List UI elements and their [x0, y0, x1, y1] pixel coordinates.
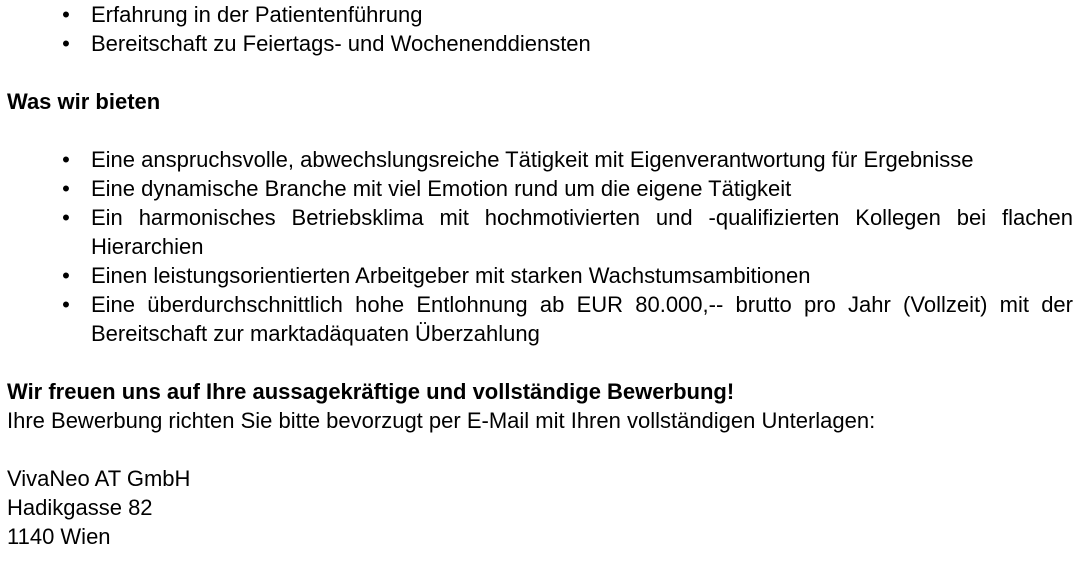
offer-heading: Was wir bieten [7, 89, 161, 114]
list-item [7, 174, 1073, 203]
list-item [7, 261, 1073, 290]
list-item-text: Eine anspruchsvolle, abwechslungsreiche Tätigkeit mit Eigenverantwortung für Ergebnisse [91, 147, 974, 172]
list-item-text: Bereitschaft zu Feiertags- und Wochenenddiensten [91, 31, 591, 56]
bullet-icon: • [62, 205, 70, 230]
list-item-text: Ein harmonisches Betriebsklima mit hochmotivierten und -qualifizierten Kollegen bei flachen Hierarchien [91, 205, 1073, 259]
company-address [7, 464, 1073, 551]
address-city: 1140 Wien [7, 524, 111, 549]
requirements-list [7, 0, 1073, 58]
bullet-icon: • [62, 263, 70, 288]
list-item [7, 0, 1073, 29]
bullet-icon: • [62, 31, 70, 56]
list-item [7, 290, 1073, 348]
list-item [7, 145, 1073, 174]
address-company: VivaNeo AT GmbH [7, 466, 191, 491]
list-item-text: Erfahrung in der Patientenführung [91, 2, 423, 27]
list-item [7, 203, 1073, 261]
offer-list [7, 145, 1073, 348]
bullet-icon: • [62, 2, 70, 27]
document-page [7, 0, 1073, 551]
list-item-text: Einen leistungsorientierten Arbeitgeber mit starken Wachstumsambitionen [91, 263, 811, 288]
bullet-icon: • [62, 147, 70, 172]
list-item-text: Eine überdurchschnittlich hohe Entlohnung ab EUR 80.000,-- brutto pro Jahr (Vollzeit) mit der Bereitschaft zur marktadäquaten Überzahlung [91, 292, 1073, 346]
list-item-text: Eine dynamische Branche mit viel Emotion rund um die eigene Tätigkeit [91, 176, 792, 201]
list-item [7, 29, 1073, 58]
bullet-icon: • [62, 292, 70, 317]
bullet-icon: • [62, 176, 70, 201]
closing-text: Ihre Bewerbung richten Sie bitte bevorzugt per E-Mail mit Ihren vollständigen Unterlagen: [7, 408, 876, 433]
address-street: Hadikgasse 82 [7, 495, 153, 520]
closing-heading: Wir freuen uns auf Ihre aussagekräftige und vollständige Bewerbung! [7, 379, 735, 404]
